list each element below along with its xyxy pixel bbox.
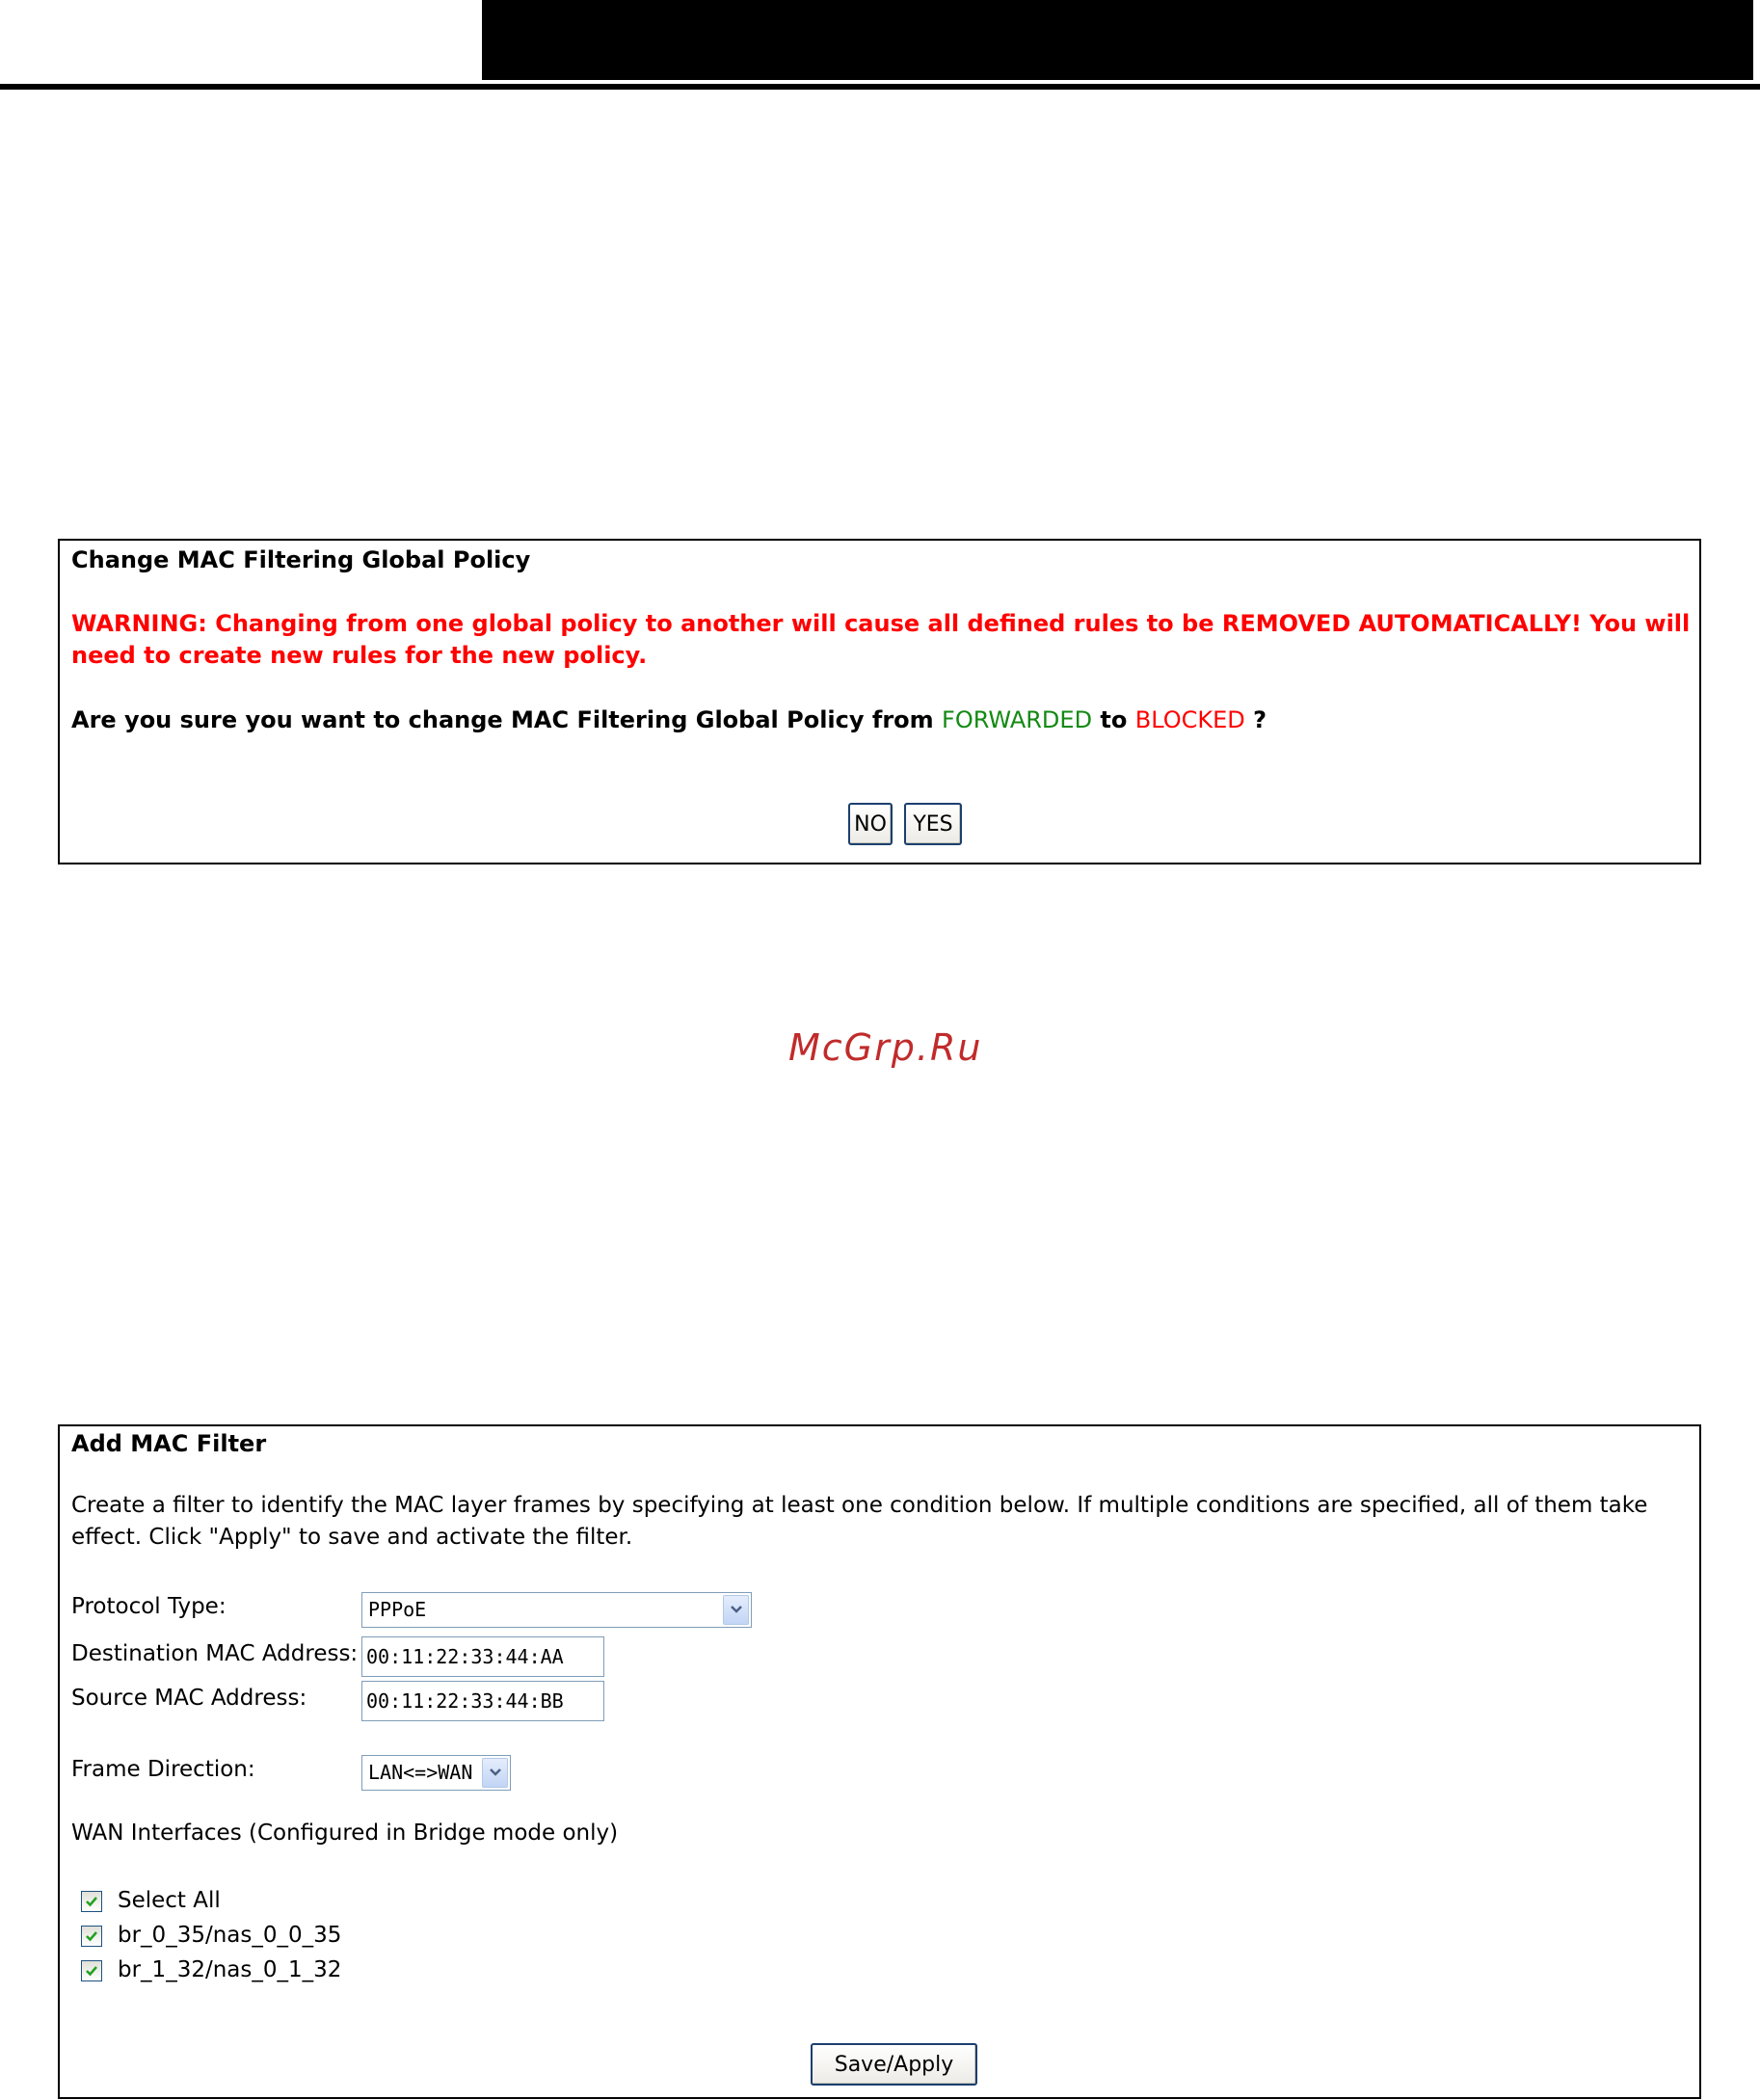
frame-direction-select[interactable] xyxy=(361,1755,511,1791)
destination-mac-input[interactable] xyxy=(361,1636,604,1677)
question-suffix: ? xyxy=(1253,706,1267,733)
watermark-text: McGrp.Ru xyxy=(788,1026,983,1069)
select-all-label: Select All xyxy=(118,1888,221,1913)
destination-mac-label: Destination MAC Address: xyxy=(71,1641,359,1666)
from-policy-value: FORWARDED xyxy=(942,706,1093,733)
question-prefix: Are you sure you want to change MAC Filtering Global Policy from xyxy=(71,706,934,733)
header-rule xyxy=(0,84,1760,90)
save-apply-button[interactable]: Save/Apply xyxy=(811,2043,977,2086)
protocol-type-label: Protocol Type: xyxy=(71,1594,227,1619)
wan-interfaces-heading: WAN Interfaces (Configured in Bridge mode only) xyxy=(71,1821,619,1846)
policy-panel-title: Change MAC Filtering Global Policy xyxy=(71,546,531,573)
add-filter-title: Add MAC Filter xyxy=(71,1430,267,1457)
protocol-type-value: PPPoE xyxy=(368,1598,427,1621)
frame-direction-value: LAN<=>WAN xyxy=(368,1761,473,1784)
question-connector: to xyxy=(1100,706,1128,733)
policy-warning-text: WARNING: Changing from one global policy to another will cause all defined rules to be REMOVED AUTOMATICALLY! You will need to create new rules for the new policy. xyxy=(71,610,1691,669)
add-mac-filter-panel xyxy=(58,1424,1701,2099)
chevron-down-icon[interactable] xyxy=(723,1595,749,1625)
source-mac-input[interactable] xyxy=(361,1681,604,1721)
add-filter-description: Create a filter to identify the MAC layer frames by specifying at least one condition below. If multiple conditions are specified, all of them take effect. Click "Apply" to save and activate the filter. xyxy=(71,1493,1648,1550)
interface-label: br_0_35/nas_0_0_35 xyxy=(118,1923,342,1948)
source-mac-label: Source MAC Address: xyxy=(71,1686,307,1711)
header-band xyxy=(482,0,1753,80)
policy-question xyxy=(71,706,1267,733)
yes-button[interactable]: YES xyxy=(904,803,962,845)
to-policy-value: BLOCKED xyxy=(1134,706,1245,733)
interface-checkbox[interactable] xyxy=(81,1960,102,1981)
interface-label: br_1_32/nas_0_1_32 xyxy=(118,1957,342,1982)
select-all-checkbox[interactable] xyxy=(81,1891,102,1912)
interface-checkbox[interactable] xyxy=(81,1926,102,1947)
policy-change-panel xyxy=(58,539,1701,864)
protocol-type-select[interactable] xyxy=(361,1592,752,1628)
chevron-down-icon[interactable] xyxy=(482,1758,508,1788)
no-button[interactable]: NO xyxy=(848,803,893,845)
frame-direction-label: Frame Direction: xyxy=(71,1757,255,1782)
